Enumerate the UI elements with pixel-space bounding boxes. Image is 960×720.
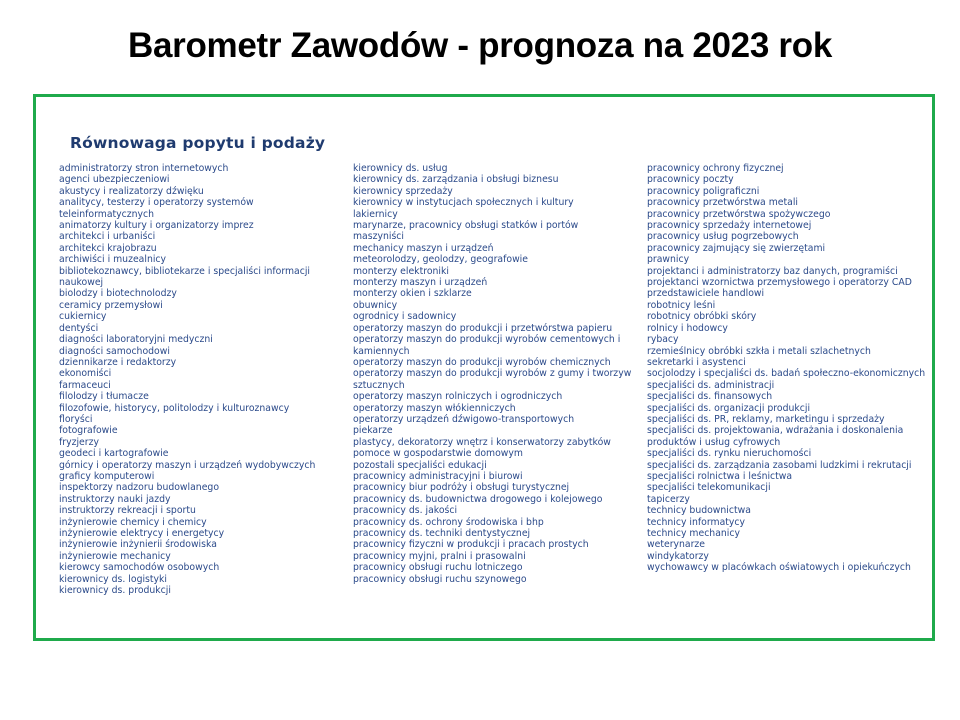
occupation-item: floryści xyxy=(59,413,93,425)
occupation-item: mechanicy maszyn i urządzeń xyxy=(353,242,494,254)
occupation-item: pracownicy poligraficzni xyxy=(647,185,760,197)
occupation-item: robotnicy leśni xyxy=(647,299,716,311)
occupation-item: specjaliści ds. administracji xyxy=(647,379,775,391)
occupation-item: meteorolodzy, geolodzy, geografowie xyxy=(353,254,528,266)
occupations-column-2 xyxy=(353,163,643,585)
occupation-item: projektanci i administratorzy baz danych, programiści xyxy=(647,265,898,277)
occupation-item: pracownicy ds. jakości xyxy=(353,505,458,517)
occupation-item: prawnicy xyxy=(647,254,690,266)
occupation-item: specjaliści ds. zarządzania zasobami ludzkimi i rekrutacji xyxy=(647,459,912,471)
occupation-item: inżynierowie chemicy i chemicy xyxy=(59,516,207,528)
occupation-item: przedstawiciele handlowi xyxy=(647,288,765,300)
occupation-item: piekarze xyxy=(353,425,393,437)
occupation-item: administratorzy stron internetowych xyxy=(59,163,229,174)
occupation-item: operatorzy urządzeń dźwigowo-transportowych xyxy=(353,413,575,425)
occupation-item: cukiernicy xyxy=(59,311,107,323)
occupation-item: lakiernicy xyxy=(353,208,398,220)
occupation-item: farmaceuci xyxy=(59,379,111,391)
occupation-item: specjaliści ds. organizacji produkcji xyxy=(647,402,811,414)
occupation-item: monterzy maszyn i urządzeń xyxy=(353,277,488,289)
occupation-item: agenci ubezpieczeniowi xyxy=(59,174,170,186)
occupation-item: graficy komputerowi xyxy=(59,470,155,482)
panel-heading: Równowaga popytu i podaży xyxy=(70,134,326,152)
occupation-item: windykatorzy xyxy=(647,550,709,562)
occupation-item: plastycy, dekoratorzy wnętrz i konserwatorzy zabytków xyxy=(353,436,611,448)
occupation-item: specjaliści telekomunikacji xyxy=(647,482,771,494)
occupation-item: naukowej xyxy=(59,277,104,289)
occupation-item: pracownicy ds. ochrony środowiska i bhp xyxy=(353,516,544,528)
occupation-item: specjaliści rolnictwa i leśnictwa xyxy=(647,470,793,482)
occupation-item: pracownicy usług pogrzebowych xyxy=(647,231,799,243)
occupation-item: dziennikarze i redaktorzy xyxy=(59,356,177,368)
occupation-item: kierownicy ds. zarządzania i obsługi biznesu xyxy=(353,174,559,186)
occupation-item: geodeci i kartografowie xyxy=(59,448,169,460)
occupation-item: rolnicy i hodowcy xyxy=(647,322,728,334)
occupation-item: pracownicy przetwórstwa spożywczego xyxy=(647,208,831,220)
occupation-item: analitycy, testerzy i operatorzy systemów xyxy=(59,197,254,209)
occupation-item: inżynierowie elektrycy i energetycy xyxy=(59,528,225,539)
occupation-item: pracownicy myjni, pralni i prasowalni xyxy=(353,550,526,562)
occupation-item: fryzjerzy xyxy=(59,436,99,448)
occupation-item: animatorzy kultury i organizatorzy imprez xyxy=(59,220,254,232)
occupation-item: inżynierowie inżynierii środowiska xyxy=(59,539,217,551)
occupation-item: pracownicy fizyczni w produkcji i pracach prostych xyxy=(353,539,589,551)
occupations-column-3 xyxy=(647,163,935,574)
occupation-item: pomoce w gospodarstwie domowym xyxy=(353,448,523,460)
occupation-item: dentyści xyxy=(59,322,99,334)
occupation-item: rybacy xyxy=(647,334,679,346)
occupation-item: fotografowie xyxy=(59,425,118,437)
occupation-item: operatorzy maszyn do produkcji wyrobów chemicznych xyxy=(353,356,611,368)
occupation-item: wychowawcy w placówkach oświatowych i opiekuńczych xyxy=(647,562,911,574)
occupation-item: operatorzy maszyn do produkcji wyrobów z gumy i tworzyw xyxy=(353,368,632,380)
occupation-item: teleinformatycznych xyxy=(59,208,155,220)
occupation-item: socjolodzy i specjaliści ds. badań społeczno-ekonomicznych xyxy=(647,368,926,380)
occupation-item: pracownicy biur podróży i obsługi turystycznej xyxy=(353,482,570,494)
occupation-item: górnicy i operatorzy maszyn i urządzeń wydobywczych xyxy=(59,459,316,471)
occupation-item: specjaliści ds. rynku nieruchomości xyxy=(647,448,812,460)
occupation-item: pozostali specjaliści edukacji xyxy=(353,459,487,471)
occupation-item: kierownicy ds. produkcji xyxy=(59,585,171,597)
occupation-item: kierownicy ds. usług xyxy=(353,163,448,174)
occupation-item: tapicerzy xyxy=(647,493,690,505)
occupation-item: architekci krajobrazu xyxy=(59,242,157,254)
occupation-item: inżynierowie mechanicy xyxy=(59,550,171,562)
occupation-item: filolodzy i tłumacze xyxy=(59,391,149,403)
occupation-item: kierowcy samochodów osobowych xyxy=(59,562,220,574)
occupation-item: ekonomiści xyxy=(59,368,112,380)
occupation-item: sekretarki i asystenci xyxy=(647,356,746,368)
occupation-item: pracownicy sprzedaży internetowej xyxy=(647,220,812,232)
occupation-item: kamiennych xyxy=(353,345,410,357)
occupation-item: pracownicy administracyjni i biurowi xyxy=(353,470,523,482)
occupation-item: operatorzy maszyn do produkcji wyrobów cementowych i xyxy=(353,334,621,346)
occupation-item: akustycy i realizatorzy dźwięku xyxy=(59,185,204,197)
occupation-item: technicy mechanicy xyxy=(647,528,740,539)
occupation-item: operatorzy maszyn rolniczych i ogrodniczych xyxy=(353,391,563,403)
occupation-item: inspektorzy nadzoru budowlanego xyxy=(59,482,220,494)
occupation-item: kierownicy ds. logistyki xyxy=(59,573,168,585)
slide-title: Barometr Zawodów - prognoza na 2023 rok xyxy=(128,26,832,65)
occupation-item: monterzy elektroniki xyxy=(353,265,449,277)
occupation-item: instruktorzy rekreacji i sportu xyxy=(59,505,196,517)
occupation-item: operatorzy maszyn włókienniczych xyxy=(353,402,516,414)
occupation-item: sztucznych xyxy=(353,379,405,391)
occupation-item: specjaliści ds. PR, reklamy, marketingu i sprzedaży xyxy=(647,413,885,425)
occupation-item: pracownicy ds. techniki dentystycznej xyxy=(353,528,531,539)
occupation-item: maszyniści xyxy=(353,231,404,243)
occupation-item: pracownicy przetwórstwa metali xyxy=(647,197,798,209)
occupation-item: kierownicy sprzedaży xyxy=(353,185,453,197)
occupation-item: architekci i urbaniści xyxy=(59,231,156,243)
occupation-item: technicy budownictwa xyxy=(647,505,751,517)
occupation-item: produktów i usług cyfrowych xyxy=(647,436,781,448)
occupation-item: specjaliści ds. finansowych xyxy=(647,391,773,403)
occupation-item: ogrodnicy i sadownicy xyxy=(353,311,457,323)
occupation-item: weterynarze xyxy=(647,539,706,551)
occupation-item: ceramicy przemysłowi xyxy=(59,299,163,311)
occupation-item: kierownicy w instytucjach społecznych i kultury xyxy=(353,197,574,209)
occupation-item: bibliotekoznawcy, bibliotekarze i specjaliści informacji xyxy=(59,265,311,277)
occupation-item: robotnicy obróbki skóry xyxy=(647,311,757,323)
occupation-item: rzemieślnicy obróbki szkła i metali szlachetnych xyxy=(647,345,871,357)
occupation-item: specjaliści ds. projektowania, wdrażania i doskonalenia xyxy=(647,425,904,437)
occupation-item: biolodzy i biotechnolodzy xyxy=(59,288,177,300)
occupation-item: pracownicy ochrony fizycznej xyxy=(647,163,784,174)
occupation-item: filozofowie, historycy, politolodzy i kulturoznawcy xyxy=(59,402,290,414)
occupation-item: obuwnicy xyxy=(353,299,398,311)
occupation-item: marynarze, pracownicy obsługi statków i portów xyxy=(353,220,579,232)
occupation-item: archiwiści i muzealnicy xyxy=(59,254,167,266)
occupations-column-1 xyxy=(59,163,349,596)
occupation-item: diagności samochodowi xyxy=(59,345,170,357)
occupation-item: operatorzy maszyn do produkcji i przetwórstwa papieru xyxy=(353,322,613,334)
occupation-item: technicy informatycy xyxy=(647,516,746,528)
occupation-item: pracownicy poczty xyxy=(647,174,734,186)
occupation-item: instruktorzy nauki jazdy xyxy=(59,493,171,505)
occupation-item: pracownicy ds. budownictwa drogowego i kolejowego xyxy=(353,493,603,505)
occupation-item: pracownicy zajmujący się zwierzętami xyxy=(647,242,826,254)
occupation-item: diagności laboratoryjni medyczni xyxy=(59,334,213,346)
occupation-item: pracownicy obsługi ruchu lotniczego xyxy=(353,562,523,574)
occupation-item: pracownicy obsługi ruchu szynowego xyxy=(353,573,527,585)
occupation-item: projektanci wzornictwa przemysłowego i operatorzy CAD xyxy=(647,277,912,289)
occupation-item: monterzy okien i szklarze xyxy=(353,288,472,300)
occupations-panel xyxy=(33,94,935,641)
